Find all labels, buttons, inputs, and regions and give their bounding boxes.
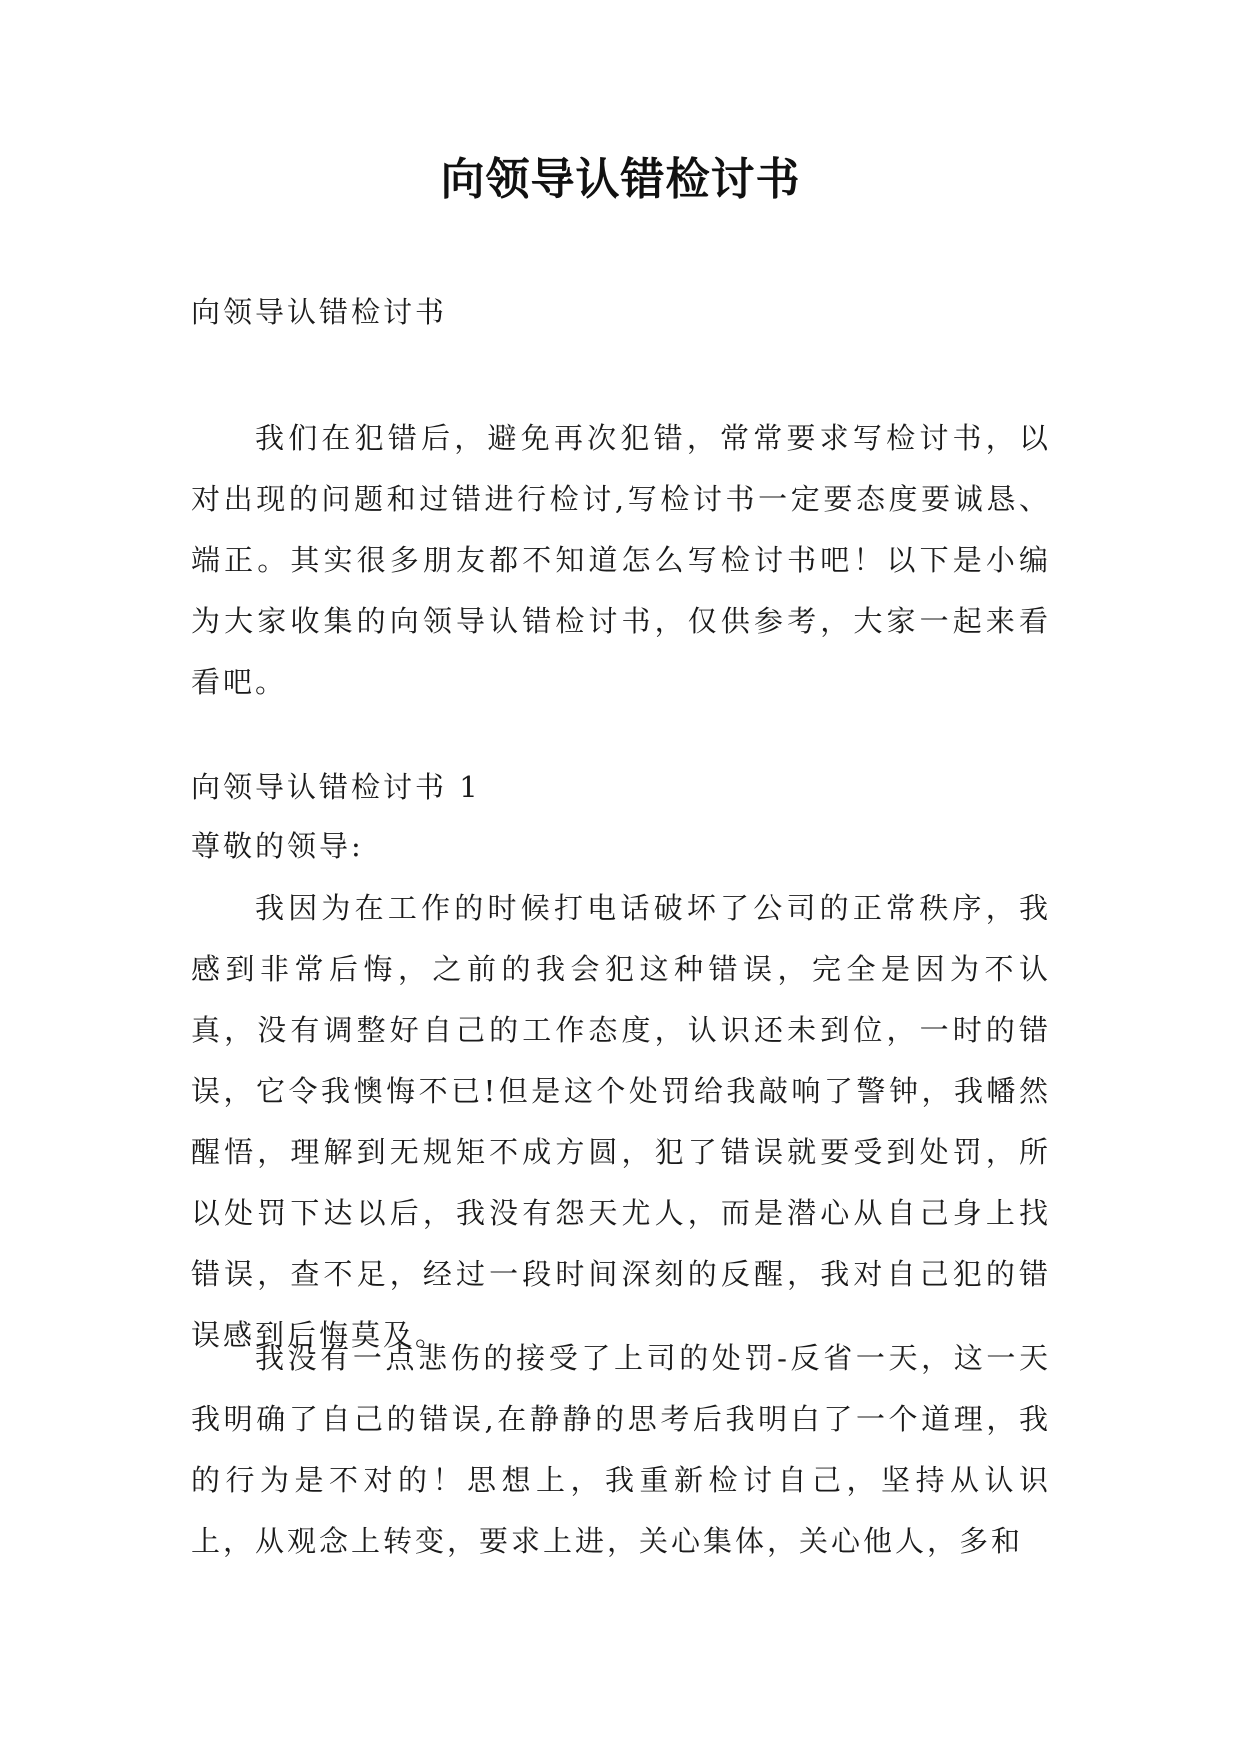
salutation: 尊敬的领导: (191, 829, 364, 863)
document-title: 向领导认错检讨书 (440, 154, 801, 205)
document-subtitle: 向领导认错检讨书 (191, 295, 448, 329)
body-paragraph: 我没有一点悲伤的接受了上司的处罚-反省一天，这一天我明确了自己的错误,在静静的思考后我明白了一个道理，我的行为是不对的！思想上，我重新检讨自己，坚持从认识上，从观念上转变，要求上进，关心集体，关心他人，多和 (191, 1341, 1051, 1558)
intro-paragraph: 我们在犯错后，避免再次犯错，常常要求写检讨书，以对出现的问题和过错进行检讨,写检讨书一定要态度要诚恳、端正。其实很多朋友都不知道怎么写检讨书吧！以下是小编为大家收集的向领导认错检讨书，仅供参考，大家一起来看看吧。 (191, 421, 1051, 699)
section-heading: 向领导认错检讨书 1 (191, 770, 481, 804)
body-paragraph: 我因为在工作的时候打电话破坏了公司的正常秩序，我感到非常后悔，之前的我会犯这种错误，完全是因为不认真，没有调整好自己的工作态度，认识还未到位，一时的错误，它令我懊悔不已!但是这个处罚给我敲响了警钟，我幡然醒悟，理解到无规矩不成方圆，犯了错误就要受到处罚，所以处罚下达以后，我没有怨天尤人，而是潜心从自己身上找错误，查不足，经过一段时间深刻的反醒，我对自己犯的错误感到后悔莫及。 (191, 891, 1051, 1352)
